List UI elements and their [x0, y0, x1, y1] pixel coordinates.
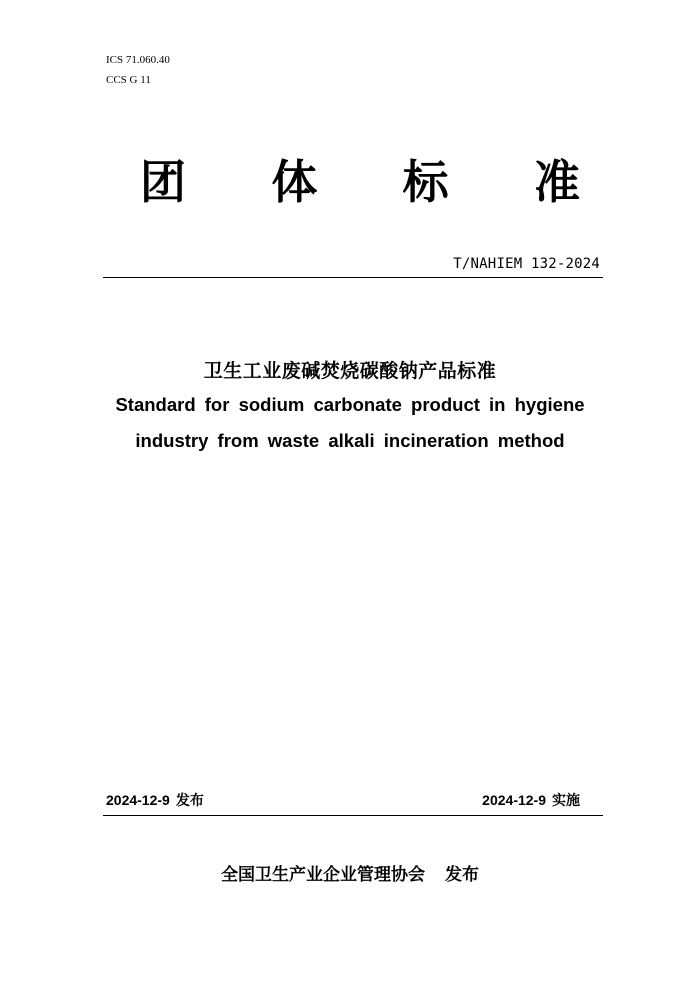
english-title-line-2: industry from waste alkali incineration method: [135, 430, 565, 451]
chinese-title: 卫生工业废碱焚烧碳酸钠产品标准: [203, 360, 497, 382]
issue-label: 发布: [175, 793, 204, 809]
top-divider: [103, 277, 603, 278]
publisher-name: 全国卫生产业企业管理协会: [221, 865, 425, 885]
publisher-action: 发布: [445, 865, 479, 885]
ccs-code: CCS G 11: [106, 74, 151, 86]
issue-date: 2024-12-9: [106, 792, 170, 808]
standard-code: T/NAHIEM 132-2024: [453, 256, 600, 272]
classification-codes: [106, 50, 170, 90]
publisher-line: [0, 860, 700, 885]
bottom-divider: [103, 815, 603, 816]
title-char-2: 体: [271, 155, 318, 209]
title-char-4: 准: [533, 155, 580, 209]
issue-date-block: [106, 790, 204, 810]
implement-label: 实施: [552, 793, 580, 809]
implement-date: 2024-12-9: [482, 792, 546, 808]
ics-code: ICS 71.060.40: [106, 54, 170, 66]
title-char-1: 团: [140, 155, 186, 209]
document-type-title: [140, 152, 580, 212]
english-title-line-1: Standard for sodium carbonate product in hygiene: [115, 394, 585, 415]
title-char-3: 标: [402, 155, 449, 209]
implement-date-block: [482, 790, 580, 810]
